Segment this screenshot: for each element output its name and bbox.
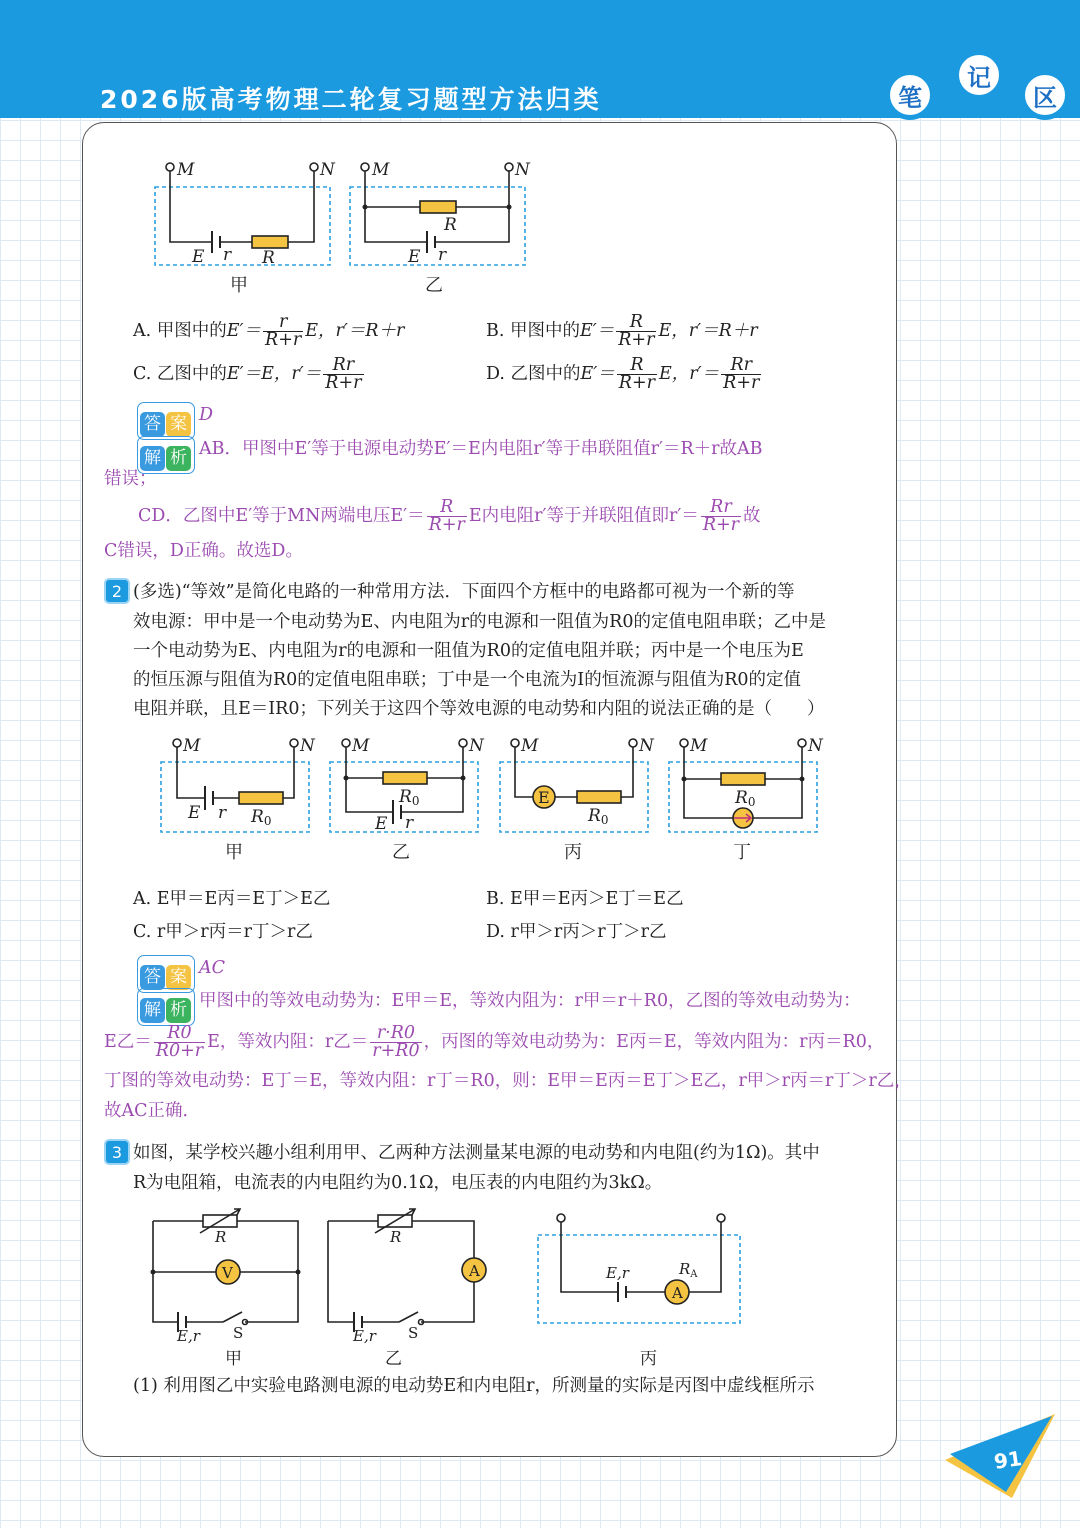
q2-caption-ding: 丁 xyxy=(733,842,751,863)
page-number: 91 xyxy=(992,1446,1024,1474)
note-char-3: 区 xyxy=(1020,70,1070,120)
q2-ding-M: M xyxy=(690,736,708,756)
page-header-title: 2026版高考物理二轮复习题型方法归类 xyxy=(100,85,602,114)
q3-bing-RA: $R_A$ xyxy=(679,1260,698,1280)
q2-jia-r: r xyxy=(218,803,227,823)
q2-analysis-line-3: 丁图的等效电动势：E丁＝E，等效内阻：r丁＝R0，则：E甲＝E丙＝E丁＞E乙，r甲＞r丙＝r丁＞r乙， xyxy=(104,1071,912,1091)
q3-yi-ammeter-label: A xyxy=(469,1262,480,1280)
q2-jia-N: N xyxy=(300,736,315,756)
q3-sub-question-1: (1) 利用图乙中实验电路测电源的电动势E和内电阻r，所测量的实际是丙图中虚线框所示 xyxy=(133,1376,815,1396)
q1-option-b[interactable]: B. 甲图中的E′＝ $\frac{R}{R+r}$ E，r′＝R＋r xyxy=(486,312,758,350)
figure-1-circuits xyxy=(140,150,560,300)
q3-figure-circuits xyxy=(140,1200,760,1375)
q2-stem-line-2: 效电源：甲中是一个电动势为E、内电阻为r的电源和一阻值为R0的定值电阻串联；乙中是 xyxy=(133,612,826,632)
answer-badge: 答 案 xyxy=(137,402,195,440)
q3-stem-line-2: R为电阻箱，电流表的内电阻约为0.1Ω，电压表的内电阻约为3kΩ。 xyxy=(133,1173,663,1193)
q2-analysis-line-4: 故AC正确． xyxy=(104,1101,201,1121)
fig1-yi-M: M xyxy=(372,160,390,180)
q3-jia-R: R xyxy=(215,1228,227,1246)
q1-option-a[interactable]: A. 甲图中的E′＝ $\frac{r}{R+r}$ E，r′＝R＋r xyxy=(133,312,405,350)
q1-answer: 答 案 D xyxy=(137,401,213,440)
q1-option-d[interactable]: D. 乙图中的E′＝ $\frac{R}{R+r}$ E，r′＝ $\frac{Rr}{R+r}$ xyxy=(486,355,760,393)
q2-yi-M: M xyxy=(352,736,370,756)
q2-stem-line-4: 的恒压源与阻值为R0的定值电阻串联；丁中是一个电流为I的恒流源与阻值为R0的定值 xyxy=(133,670,802,690)
q3-yi-R: R xyxy=(390,1228,402,1246)
fig1-yi-N: N xyxy=(515,160,530,180)
q2-stem-line-1: 2 (多选)“等效”是简化电路的一种常用方法．下面四个方框中的电路都可视为一个新的等 xyxy=(104,578,795,608)
q2-jia-R0: R0 xyxy=(251,807,272,828)
q2-option-c[interactable]: C. r甲＞r丙＝r丁＞r乙 xyxy=(133,922,313,942)
q2-option-a[interactable]: A. E甲＝E丙＝E丁＞E乙 xyxy=(133,889,331,909)
q1-analysis-line-2: 错误； xyxy=(104,469,157,489)
q2-bing-R0: R0 xyxy=(588,806,609,827)
q3-caption-jia: 甲 xyxy=(225,1349,242,1369)
q3-caption-bing: 丙 xyxy=(640,1349,657,1369)
q3-stem-line-1: 3 如图，某学校兴趣小组利用甲、乙两种方法测量某电源的电动势和内电阻(约为1Ω)。其中 xyxy=(104,1139,820,1169)
q3-jia-S: S xyxy=(233,1324,244,1342)
q2-yi-N: N xyxy=(469,736,484,756)
q1-analysis-line-4: C错误，D正确。故选D。 xyxy=(104,541,303,561)
q2-stem-line-5: 电阻并联，且E＝IR0；下列关于这四个等效电源的电动势和内阻的说法正确的是（ ） xyxy=(133,699,825,719)
fig1-jia-M: M xyxy=(177,160,195,180)
q1-option-c[interactable]: C. 乙图中的E′＝E，r′＝ $\frac{Rr}{R+r}$ xyxy=(133,355,362,393)
q2-yi-E: E xyxy=(375,814,388,834)
fig1-yi-caption: 乙 xyxy=(425,275,443,296)
q1-analysis-line-1: 解 析 AB．甲图中E′等于电源电动势E′＝E内电阻r′等于串联阻值r′＝R＋r故AB xyxy=(137,435,763,474)
q3-bing-ammeter-label: A xyxy=(672,1284,683,1302)
q3-number-badge: 3 xyxy=(104,1139,130,1165)
fig1-yi-R: R xyxy=(444,215,457,235)
fig1-jia-E: E xyxy=(192,247,205,267)
q2-number-badge: 2 xyxy=(104,578,130,604)
q2-caption-jia: 甲 xyxy=(225,842,243,863)
q2-bing-M: M xyxy=(521,736,539,756)
q2-figure-circuits xyxy=(155,730,835,870)
q2-bing-source-E: E xyxy=(538,788,550,807)
q3-bing-Er: E,r xyxy=(606,1264,629,1282)
q2-ding-R0: R0 xyxy=(735,788,756,809)
q2-analysis-line-1: 解 析 甲图中的等效电动势为：E甲＝E，等效内阻为：r甲＝r＋R0，乙图的等效电动势为： xyxy=(137,987,861,1026)
q2-stem-line-3: 一个电动势为E、内电阻为r的电源和一阻值为R0的定值电阻并联；丙中是一个电压为E xyxy=(133,641,804,661)
q3-jia-Er: E,r xyxy=(177,1327,200,1345)
note-char-2: 记 xyxy=(954,50,1004,100)
note-char-1: 笔 xyxy=(885,70,935,120)
analysis-badge: 解 析 xyxy=(137,436,195,474)
q3-jia-voltmeter-label: V xyxy=(222,1264,233,1282)
analysis-badge: 解 析 xyxy=(137,988,195,1026)
fig1-jia-N: N xyxy=(320,160,335,180)
fig1-jia-caption: 甲 xyxy=(230,275,248,296)
q1-analysis-line-3: CD．乙图中E′等于MN两端电压E′＝ $\frac{R}{R+r}$ E内电阻r′等于并联阻值即r′＝ $\frac{Rr}{R+r}$ 故 xyxy=(138,497,761,535)
q2-bing-N: N xyxy=(639,736,654,756)
q2-caption-bing: 丙 xyxy=(564,842,582,863)
q2-jia-M: M xyxy=(183,736,201,756)
q2-answer: 答 案 AC xyxy=(137,954,225,993)
q2-option-d[interactable]: D. r甲＞r丙＞r丁＞r乙 xyxy=(486,922,667,942)
q3-caption-yi: 乙 xyxy=(385,1349,402,1369)
fig1-yi-r: r xyxy=(438,245,447,265)
q3-yi-Er: E,r xyxy=(353,1327,376,1345)
q2-jia-E: E xyxy=(188,803,201,823)
q2-yi-r: r xyxy=(405,813,414,833)
q2-yi-R0: R0 xyxy=(399,787,420,808)
q2-analysis-line-2: E乙＝ $\frac{R0}{R0+r}$ E，等效内阻：r乙＝ $\frac{r\cdot R0}{r+R0}$ ，丙图的等效电动势为：E丙＝E，等效内阻为：r丙＝R0， xyxy=(104,1023,885,1061)
fig1-jia-R: R xyxy=(262,248,275,268)
q2-ding-N: N xyxy=(808,736,823,756)
fig1-jia-r: r xyxy=(223,245,232,265)
answer-badge: 答 案 xyxy=(137,955,195,993)
fig1-yi-E: E xyxy=(408,247,421,267)
q3-yi-S: S xyxy=(408,1324,419,1342)
q2-caption-yi: 乙 xyxy=(392,842,410,863)
q2-option-b[interactable]: B. E甲＝E丙＞E丁＝E乙 xyxy=(486,889,684,909)
